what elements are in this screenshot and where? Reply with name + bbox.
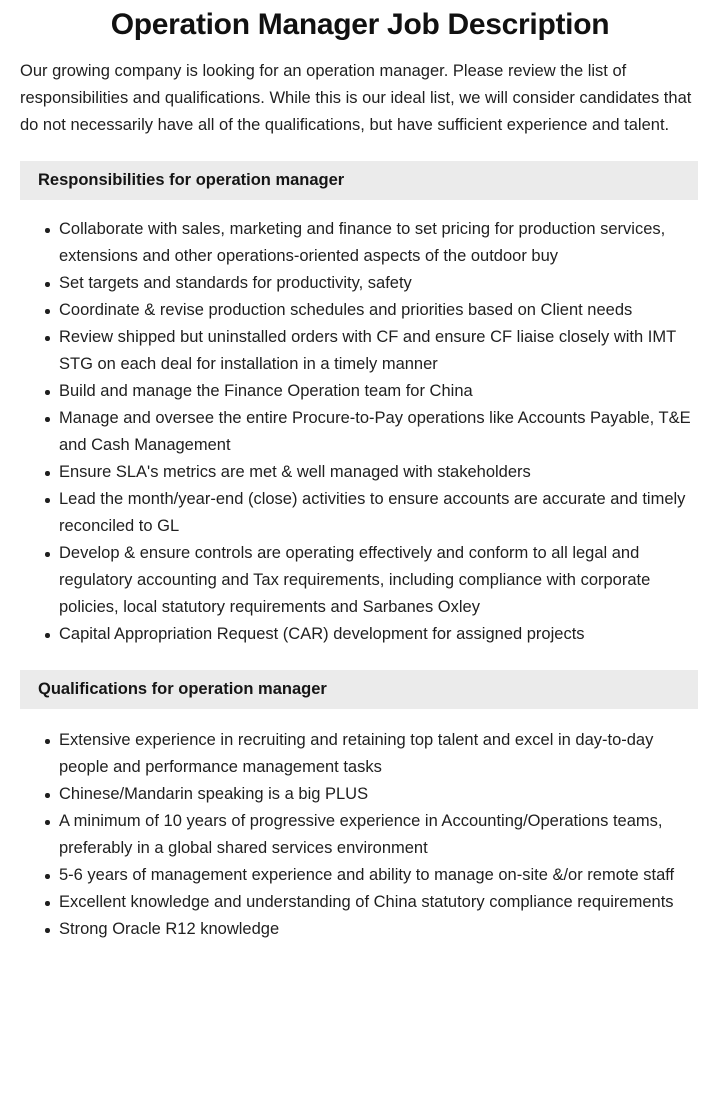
list-item: Build and manage the Finance Operation team for China (45, 378, 692, 405)
responsibilities-list (0, 200, 720, 648)
list-item: Collaborate with sales, marketing and finance to set pricing for production services, extensions and other operations-oriented aspects of the outdoor buy (45, 216, 692, 270)
list-item: Ensure SLA's metrics are met & well managed with stakeholders (45, 459, 692, 486)
list-item: Develop & ensure controls are operating effectively and conform to all legal and regulatory accounting and Tax requirements, including compliance with corporate policies, local statutory requirements and Sarbanes Oxley (45, 540, 692, 621)
page-title: Operation Manager Job Description (110, 8, 610, 41)
section-responsibilities (0, 161, 720, 648)
section-header-qualifications (20, 670, 698, 709)
section-qualifications (0, 670, 720, 943)
list-item: Lead the month/year-end (close) activities to ensure accounts are accurate and timely reconciled to GL (45, 486, 692, 540)
list-item: Excellent knowledge and understanding of China statutory compliance requirements (45, 889, 692, 916)
list-item: Coordinate & revise production schedules and priorities based on Client needs (45, 297, 692, 324)
list-item: Set targets and standards for productivity, safety (45, 270, 692, 297)
section-heading-label: Responsibilities for operation manager (38, 171, 345, 189)
section-heading-label: Qualifications for operation manager (38, 680, 327, 698)
list-item: Strong Oracle R12 knowledge (45, 916, 692, 943)
list-item: Capital Appropriation Request (CAR) development for assigned projects (45, 621, 692, 648)
list-item: Manage and oversee the entire Procure-to-Pay operations like Accounts Payable, T&E and Cash Management (45, 405, 692, 459)
section-header-responsibilities (20, 161, 698, 200)
list-item: Extensive experience in recruiting and retaining top talent and excel in day-to-day people and performance management tasks (45, 727, 692, 781)
intro-paragraph: Our growing company is looking for an operation manager. Please review the list of responsibilities and qualifications. While this is our ideal list, we will consider candidates that do not necessarily have all of the qualifications, but have sufficient experience and talent. (20, 62, 692, 134)
list-item: A minimum of 10 years of progressive experience in Accounting/Operations teams, preferably in a global shared services environment (45, 808, 692, 862)
qualifications-list (0, 709, 720, 943)
list-item: Review shipped but uninstalled orders with CF and ensure CF liaise closely with IMT STG on each deal for installation in a timely manner (45, 324, 692, 378)
list-item: Chinese/Mandarin speaking is a big PLUS (45, 781, 692, 808)
list-item: 5-6 years of management experience and ability to manage on-site &/or remote staff (45, 862, 692, 889)
